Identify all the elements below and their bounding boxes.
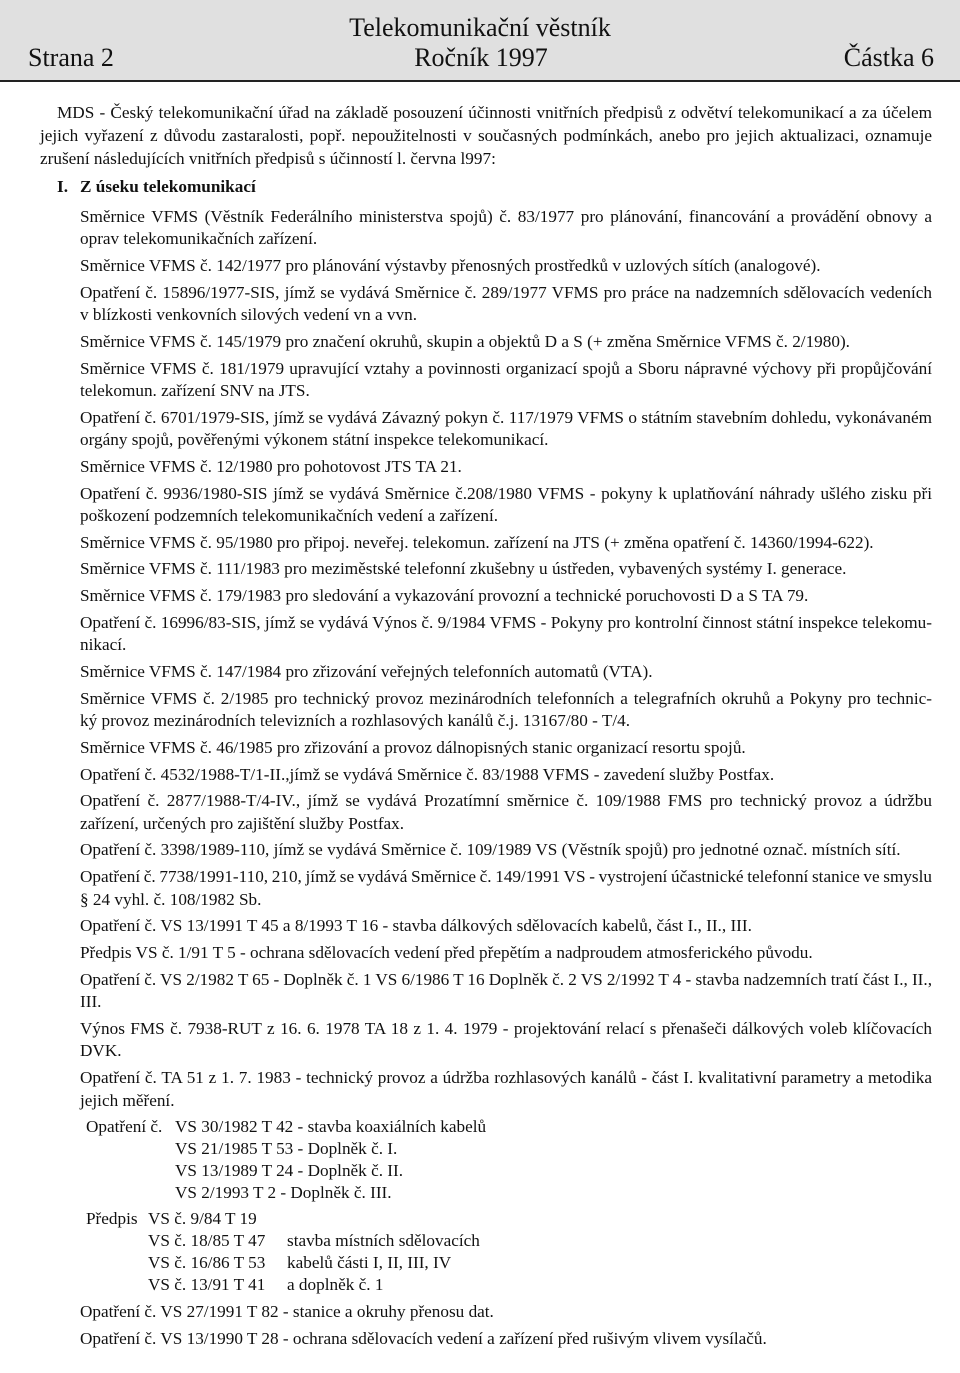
regulation-entry xyxy=(80,612,932,657)
group-item: VS 2/1993 T 2 - Doplněk č. III. xyxy=(175,1183,392,1203)
entry-line: Směrnice VFMS č. 145/1979 pro značení okruhů, skupin a objektů D a S (+ změna Směrnice VFMS č. 2/1980). xyxy=(80,331,850,351)
regulation-entry xyxy=(80,790,932,835)
group-item: VS 21/1985 T 53 - Doplněk č. I. xyxy=(175,1139,398,1159)
header-info-row xyxy=(28,43,934,73)
regulation-entry xyxy=(80,206,932,251)
entry-line: Výnos FMS č. 7938-RUT z 16. 6. 1978 TA 18 z 1. 4. 1979 - projektování relací s přenašeči dálkových voleb klíčovacích xyxy=(80,1018,932,1038)
regulation-entry xyxy=(80,331,932,354)
regulation-entry: Opatření č. VS 27/1991 T 82 - stanice a okruhy přenosu dat. xyxy=(80,1302,494,1322)
regulation-entry xyxy=(80,839,932,862)
group-item: VS 30/1982 T 42 - stavba koaxiálních kabelů xyxy=(175,1117,487,1137)
predpis-ref: VS č. 13/91 T 41 xyxy=(148,1275,266,1295)
regulation-entry xyxy=(80,942,932,965)
regulation-entry xyxy=(80,456,932,479)
regulation-entry xyxy=(80,282,932,327)
journal-header xyxy=(0,0,960,82)
entry-line: ký provoz mezinárodních televizních a rozhlasových kanálů č.j. 13167/80 - T/4. xyxy=(80,711,630,731)
regulation-entry xyxy=(80,1018,932,1063)
entry-line: Směrnice VFMS č. 95/1980 pro připoj. neveřej. telekomun. zařízení na JTS (+ změna opatření č. 14360/1994-622). xyxy=(80,532,874,552)
entry-line: jejich měření. xyxy=(80,1090,175,1110)
section-heading xyxy=(0,176,960,199)
predpis-ref: VS č. 16/86 T 53 xyxy=(148,1253,266,1273)
entry-line: DVK. xyxy=(80,1041,122,1061)
entry-line: Směrnice VFMS č. 147/1984 pro zřizování veřejných telefonních automatů (VTA). xyxy=(80,662,653,681)
entry-list xyxy=(80,206,932,1112)
entry-line: Směrnice VFMS č. 12/1980 pro pohotovost JTS TA 21. xyxy=(80,456,462,476)
predpis-note: a doplněk č. 1 xyxy=(287,1275,384,1295)
page-body xyxy=(0,101,960,1351)
predpis-ref: VS č. 9/84 T 19 xyxy=(148,1209,257,1229)
entry-line: Směrnice VFMS č. 179/1983 pro sledování a vykazování provozní a technické poruchovosti D a S TA 79. xyxy=(80,586,809,606)
intro-line: zrušení následujících vnitřních předpisů s účinností l. června l997: xyxy=(40,148,496,168)
regulation-entry xyxy=(80,866,932,911)
closing-entry-list xyxy=(80,1301,932,1351)
predpis-note: stavba místních sdělovacích xyxy=(287,1231,480,1251)
section-number: I. xyxy=(57,177,68,196)
entry-line: Opatření č. 16996/83-SIS, jímž se vydává Výnos č. 9/1984 VFMS - Pokyny pro kontrolní činnost státní inspekce telekomu- xyxy=(80,612,932,632)
predpis-note: kabelů části I, II, III, IV xyxy=(287,1253,452,1273)
regulation-entry xyxy=(80,764,932,787)
regulation-entry xyxy=(80,483,932,528)
entry-line: Směrnice VFMS (Věstník Federálního ministerstva spojů) č. 83/1977 pro plánování, financování a provádění obnovy a xyxy=(80,206,932,226)
entry-line: Opatření č. VS 13/1991 T 45 a 8/1993 T 16 - stavba dálkových sdělovacích kabelů, část I., II., III. xyxy=(80,916,752,936)
regulation-entry xyxy=(80,969,932,1014)
journal-title: Telekomunikační věstník xyxy=(349,13,611,42)
entry-line: Směrnice VFMS č. 142/1977 pro plánování výstavby přenosných prostředků v uzlových sítích (analogové). xyxy=(80,255,821,275)
issue-label: Částka 6 xyxy=(843,43,934,72)
entry-line: Opatření č. 15896/1977-SIS, jímž se vydává Směrnice č. 289/1977 VFMS pro práce na nadzemních sdělovacích vedeních xyxy=(80,282,932,302)
regulation-entry xyxy=(80,558,932,581)
entry-line: § 24 vyhl. č. 108/1982 Sb. xyxy=(80,889,262,909)
entry-line: orgány spojů, pověřenými výkonem státní inspekce telekomunikací. xyxy=(80,430,549,450)
group-label: Opatření č. xyxy=(86,1117,163,1137)
regulation-entry xyxy=(80,688,932,733)
regulation-entry xyxy=(80,407,932,452)
regulation-entry xyxy=(80,915,932,938)
intro-paragraph xyxy=(40,101,932,170)
group-label: Předpis xyxy=(86,1209,138,1229)
section-title: Z úseku telekomunikací xyxy=(80,177,256,196)
entry-line: Opatření č. 3398/1989-110, jímž se vydává Směrnice č. 109/1989 VS (Věstník spojů) pro jednotné označ. místních sítí. xyxy=(80,840,901,860)
opatreni-group xyxy=(0,1116,960,1204)
regulation-entry xyxy=(80,255,932,278)
entry-line: Směrnice VFMS č. 181/1979 upravující vztahy a povinnosti organizací spojů a Sboru nápravné výchovy při propůjčování xyxy=(80,358,932,378)
entry-line: oprav telekomunikačních zařízení. xyxy=(80,229,318,249)
entry-line: poškození podzemních telekomunikačních vedení a zařízení. xyxy=(80,506,499,526)
entry-line: Opatření č. 9936/1980-SIS jímž se vydává Směrnice č.208/1980 VFMS - pokyny k uplatňování náhrady ušlého zisku při xyxy=(80,483,932,503)
entry-line: v blízkosti venkovních silových vedení vn a vvn. xyxy=(80,305,418,325)
entry-line: Opatření č. 2877/1988-T/4-IV., jímž se vydává Prozatímní směrnice č. 109/1988 FMS pro technický provoz a údržbu xyxy=(80,791,932,811)
entry-line: Opatření č. VS 2/1982 T 65 - Doplněk č. 1 VS 6/1986 T 16 Doplněk č. 2 VS 2/1992 T 4 - stavba nadzemních tratí část I., II., xyxy=(80,969,932,989)
entry-line: Směrnice VFMS č. 111/1983 pro meziměstské telefonní zkušebny u ústředen, vybavených systémy I. generace. xyxy=(80,559,847,579)
regulation-entry xyxy=(80,661,932,684)
entry-line: telekomun. zařízení SNV na JTS. xyxy=(80,381,310,400)
regulation-entry xyxy=(80,737,932,760)
entry-line: Opatření č. TA 51 z 1. 7. 1983 - technický provoz a údržba rozhlasových kanálů - část I. kvalitativní parametry a metodika xyxy=(80,1068,932,1088)
entry-line: Opatření č. 4532/1988-T/1-II.,jímž se vydává Směrnice č. 83/1988 VFMS - zavedení služby Postfax. xyxy=(80,764,775,784)
regulation-entry xyxy=(80,1067,932,1112)
regulation-entry: Opatření č. VS 13/1990 T 28 - ochrana sdělovacích vedení a zařízení před rušivým vlivem vysílačů. xyxy=(80,1329,767,1349)
group-item: VS 13/1989 T 24 - Doplněk č. II. xyxy=(175,1161,404,1181)
page-number: Strana 2 xyxy=(28,43,114,72)
regulation-entry xyxy=(80,532,932,555)
predpis-ref: VS č. 18/85 T 47 xyxy=(148,1231,266,1251)
intro-line: MDS - Český telekomunikační úřad na základě posouzení účinnosti vnitřních předpisů z odvětví telekomunikací a za účelem xyxy=(57,102,932,122)
entry-line: Směrnice VFMS č. 2/1985 pro technický provoz mezinárodních telefonních a telegrafních okruhů a Pokyny pro technic- xyxy=(80,688,932,708)
volume-label: Ročník 1997 xyxy=(414,43,548,72)
predpis-group xyxy=(0,1208,960,1296)
regulation-entry xyxy=(80,585,932,608)
entry-line: Opatření č. 7738/1991-110, 210, jímž se vydává Směrnice č. 149/1991 VS - vystrojení účastnické telefonní stanice ve smyslu xyxy=(80,867,932,887)
regulation-entry xyxy=(80,358,932,403)
entry-line: III. xyxy=(80,992,102,1012)
entry-line: Předpis VS č. 1/91 T 5 - ochrana sdělovacích vedení před přepětím a nadproudem atmosferického původu. xyxy=(80,943,813,962)
entry-line: nikací. xyxy=(80,635,127,655)
entry-line: Směrnice VFMS č. 46/1985 pro zřizování a provoz dálnopisných stanic organizací resortu spojů. xyxy=(80,737,746,757)
entry-line: Opatření č. 6701/1979-SIS, jímž se vydává Závazný pokyn č. 117/1979 VFMS o státním stavebním dohledu, vykonávaném xyxy=(80,407,932,427)
entry-line: zařízení, určených pro zajištění služby Postfax. xyxy=(80,813,405,833)
intro-line: jejich vyřazení z důvodu zastaralosti, popř. nepoužitelnosti v současných podmínkách, anebo pro jejich aktualizaci, oznamuje xyxy=(40,125,932,145)
